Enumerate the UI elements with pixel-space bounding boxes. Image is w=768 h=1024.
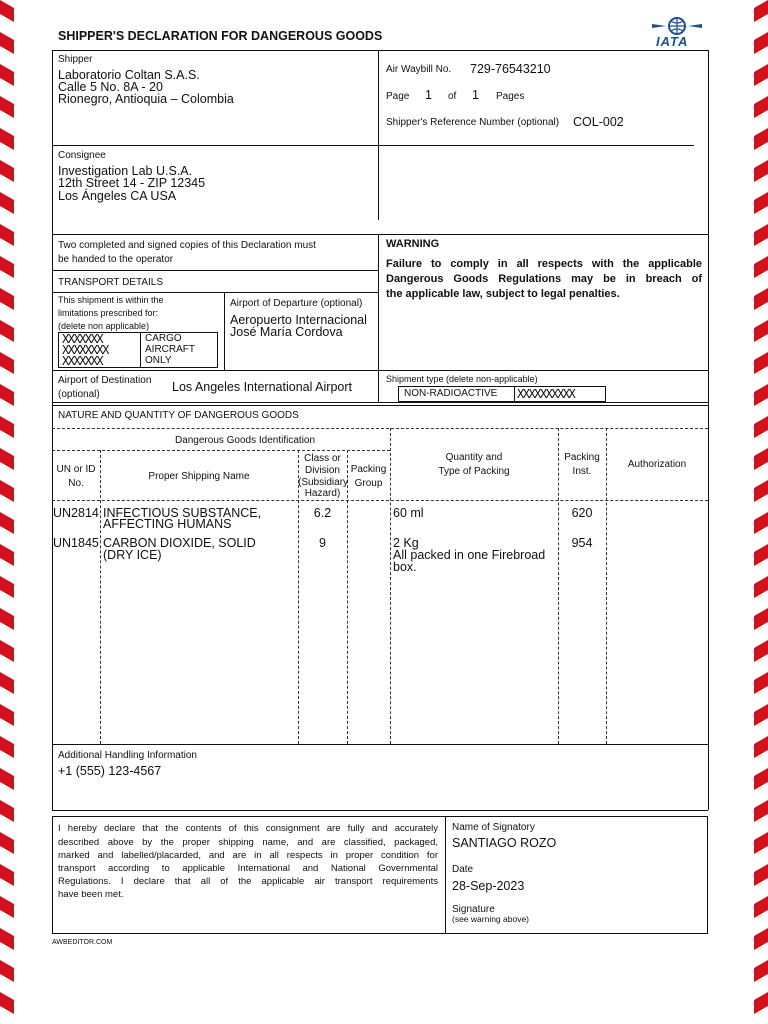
col-un-1: UN or ID (56, 464, 96, 475)
shipper-line-1: Laboratorio Coltan S.A.S. (58, 68, 200, 82)
non-radioactive-label: NON-RADIOACTIVE (404, 388, 498, 399)
col-un-2: No. (68, 478, 84, 489)
awb-value: 729-76543210 (470, 62, 551, 76)
col-authorization: Authorization (627, 459, 687, 470)
awb-label: Air Waybill No. (386, 64, 452, 75)
document-title: SHIPPER'S DECLARATION FOR DANGEROUS GOODS (58, 29, 383, 43)
page-number: 1 (425, 88, 432, 102)
col-class-1: Class or (304, 453, 341, 464)
consignee-line-1: Investigation Lab U.S.A. (58, 164, 193, 178)
col-packing-group-2: Group (354, 478, 383, 489)
row-2-un: UN1845 (53, 536, 99, 550)
warning-line-3: the applicable law, subject to legal penalties. (386, 288, 620, 300)
deleted-radioactive: XXXXXXXXXX (517, 387, 575, 401)
warning-line-2: Dangerous Goods Regulations may be in breach of (386, 273, 702, 285)
right-hazard-stripe (754, 0, 768, 1024)
deleted-passenger-2: XXXXXXXX (62, 343, 108, 357)
declaration-line-1: I hereby declare that the contents of this consignment are fully and accurately (58, 823, 438, 834)
cargo-aircraft-1: CARGO (145, 333, 182, 344)
col-packing-inst-2: Inst. (572, 466, 592, 477)
row-1-un: UN2814 (53, 506, 99, 520)
col-class-4: Hazard) (304, 488, 341, 499)
deleted-passenger-1: XXXXXXX (62, 332, 103, 346)
pages-number: 1 (472, 88, 479, 102)
left-hazard-stripe (0, 0, 14, 1024)
transport-details-label: TRANSPORT DETAILS (58, 277, 164, 288)
of-label: of (448, 91, 457, 102)
limitations-line-2: limitations prescribed for: (58, 308, 159, 318)
footer-credit: AWBEDITOR.COM (52, 939, 113, 946)
row-1-quantity: 60 ml (393, 506, 424, 520)
date-label: Date (452, 864, 474, 875)
declaration-line-3: marked and labelled/placarded, and are in all respects in proper condition for (58, 850, 438, 861)
col-quantity-2: Type of Packing (438, 466, 510, 477)
shipper-ref-label: Shipper's Reference Number (optional) (386, 117, 560, 128)
date-value: 28-Sep-2023 (452, 879, 525, 893)
handling-label: Additional Handling Information (58, 750, 197, 761)
iata-logo (652, 16, 702, 48)
cargo-aircraft-3: ONLY (145, 355, 172, 366)
shipper-ref-value: COL-002 (573, 115, 624, 129)
page-label: Page (386, 91, 410, 102)
row-2-quantity-3: box. (393, 560, 417, 574)
signature-label: Signature (452, 904, 495, 915)
iata-logo-text: IATA (656, 34, 689, 49)
declaration-line-5: Regulations. I declare that all of the applicable air transport requirements (58, 876, 438, 887)
shipper-label: Shipper (58, 54, 93, 65)
departure-line-2: José María Cordova (230, 325, 343, 339)
row-2-quantity-1: 2 Kg (393, 536, 419, 550)
col-packing-group-1: Packing (350, 464, 387, 475)
departure-line-1: Aeropuerto Internacional (230, 313, 367, 327)
col-class-3: (Subsidiary (298, 477, 349, 488)
signature-note: (see warning above) (452, 914, 530, 924)
col-quantity-1: Quantity and (445, 452, 503, 463)
signatory-name-label: Name of Signatory (452, 822, 535, 833)
declaration-line-6: have been met. (58, 889, 124, 900)
consignee-line-3: Los Ángeles CA USA (58, 189, 177, 203)
destination-value: Los Angeles International Airport (172, 380, 352, 394)
shipper-line-3: Rionegro, Antioquia – Colombia (58, 92, 234, 106)
signatory-name-value: SANTIAGO ROZO (452, 836, 557, 850)
row-2-psn-2: (DRY ICE) (103, 548, 162, 562)
deleted-passenger-3: XXXXXXX (62, 354, 103, 368)
row-2-packing-inst: 954 (571, 536, 593, 550)
declaration-line-4: transport according to applicable International and National Governmental (58, 863, 438, 874)
row-2-psn-1: CARBON DIOXIDE, SOLID (103, 536, 256, 550)
col-proper-shipping-name: Proper Shipping Name (148, 471, 250, 482)
row-1-packing-inst: 620 (571, 506, 593, 520)
dg-identification-label: Dangerous Goods Identification (174, 435, 316, 446)
row-1-psn-1: INFECTIOUS SUBSTANCE, (103, 506, 262, 520)
handling-value: +1 (555) 123-4567 (58, 764, 162, 778)
nature-quantity-label: NATURE AND QUANTITY OF DANGEROUS GOODS (58, 410, 299, 421)
destination-label-2: (optional) (58, 389, 100, 400)
consignee-label: Consignee (58, 150, 106, 161)
limitations-line-1: This shipment is within the (58, 295, 164, 305)
cargo-aircraft-2: AIRCRAFT (145, 344, 195, 355)
pages-label: Pages (496, 91, 525, 102)
copies-note-2: be handed to the operator (58, 254, 174, 265)
row-1-psn-2: AFFECTING HUMANS (103, 517, 232, 531)
copies-note-1: Two completed and signed copies of this Declaration must (58, 240, 316, 251)
destination-label-1: Airport of Destination (58, 375, 152, 386)
shipper-line-2: Calle 5 No. 8A - 20 (58, 80, 163, 94)
departure-label: Airport of Departure (optional) (230, 298, 363, 309)
declaration-line-2: described above by the proper shipping name, and are classified, packaged, (58, 837, 438, 848)
col-packing-inst-1: Packing (564, 452, 600, 463)
row-2-quantity-2: All packed in one Firebroad (393, 548, 546, 562)
limitations-line-3: (delete non applicable) (58, 321, 150, 331)
consignee-line-2: 12th Street 14 - ZIP 12345 (58, 176, 206, 190)
warning-title: WARNING (386, 238, 440, 250)
row-1-class: 6.2 (313, 506, 332, 520)
shipment-type-label: Shipment type (delete non-applicable) (386, 374, 538, 384)
warning-line-1: Failure to comply in all respects with the applicable (386, 258, 702, 270)
row-2-class: 9 (319, 536, 326, 550)
col-class-2: Division (304, 465, 340, 476)
